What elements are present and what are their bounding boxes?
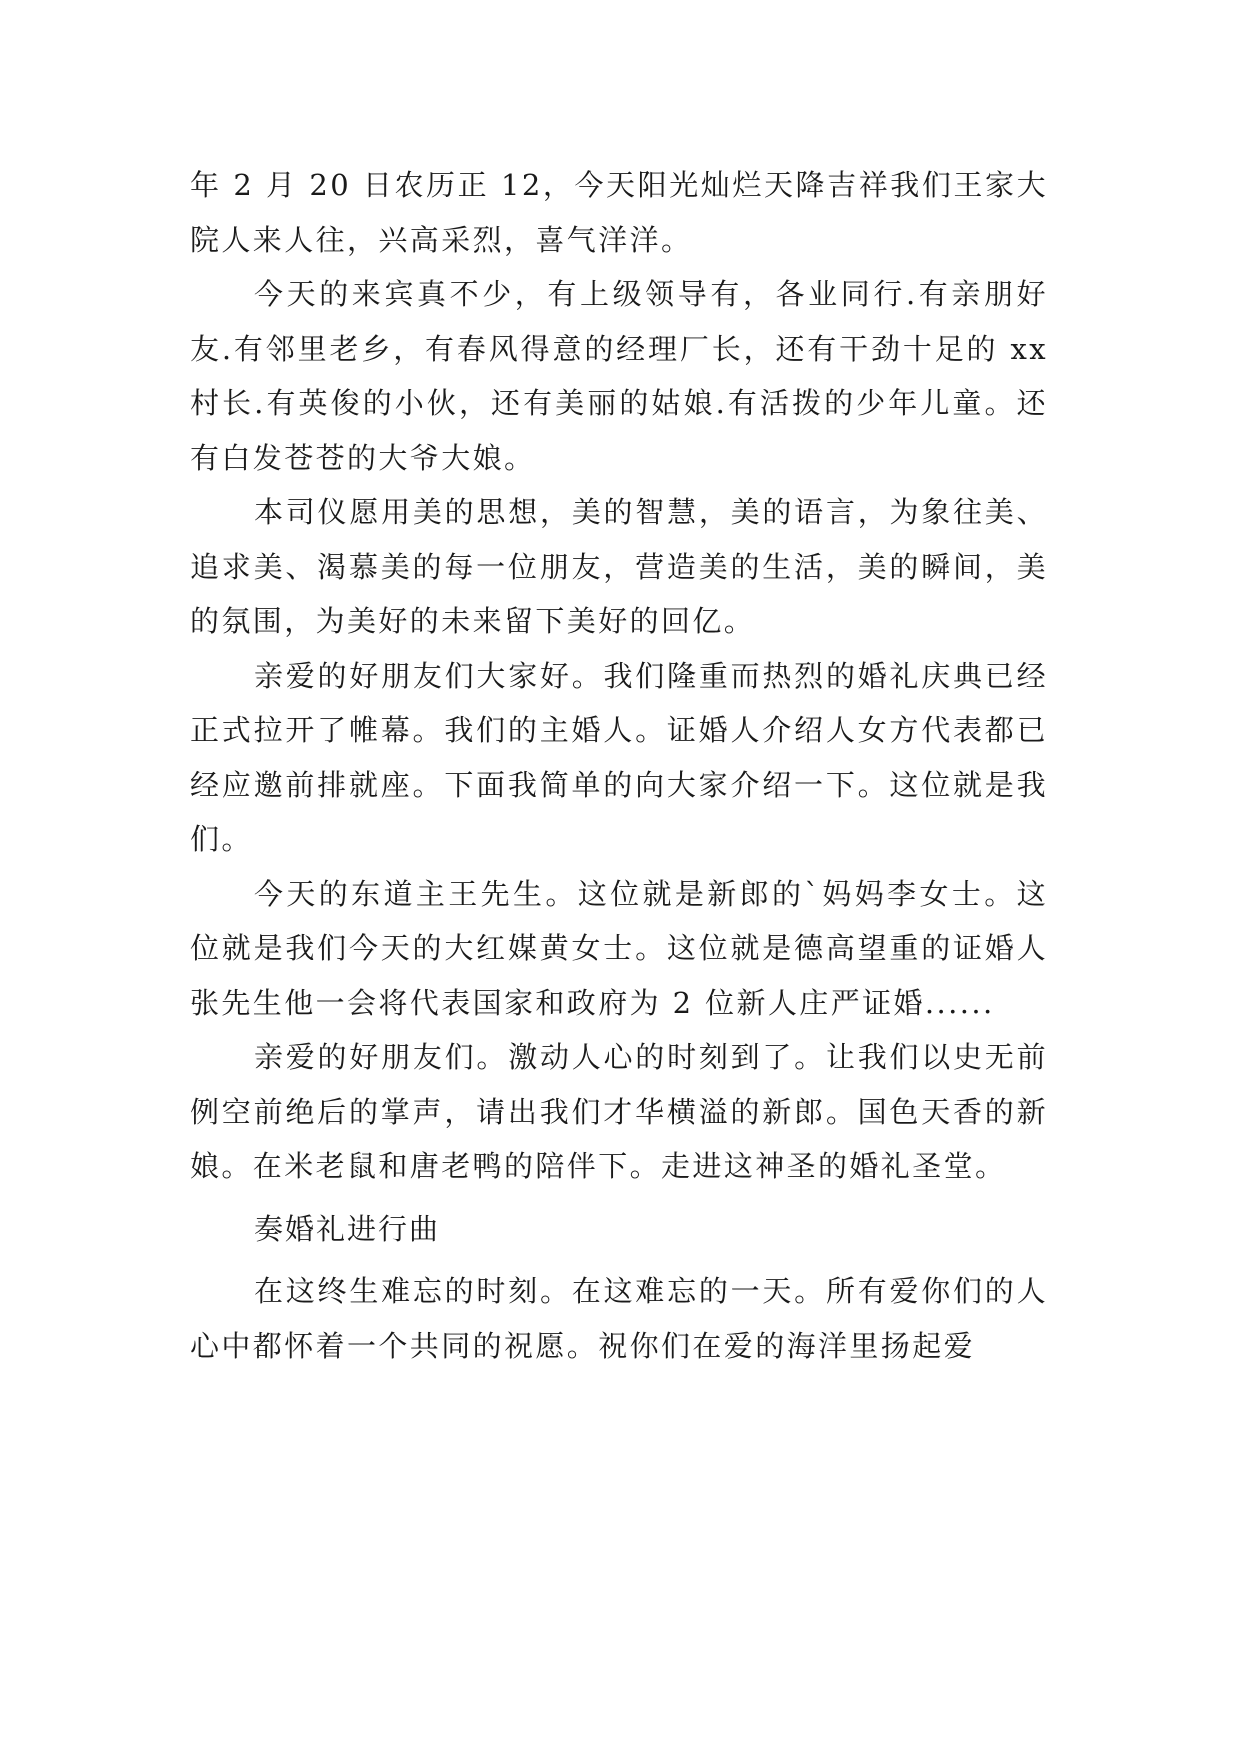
paragraph-opening: 年 2 月 20 日农历正 12，今天阳光灿烂天降吉祥我们王家大院人来人往，兴高采烈，喜气洋洋。 (190, 168, 1048, 257)
section-heading-wedding-march: 奏婚礼进行曲 (254, 1211, 441, 1246)
paragraph-blessing: 在这终生难忘的时刻。在这难忘的一天。所有爱你们的人心中都怀着一个共同的祝愿。祝你们在爱的海洋里扬起爱 (190, 1274, 1048, 1363)
paragraph-ceremony-open: 亲爱的好朋友们大家好。我们隆重而热烈的婚礼庆典已经正式拉开了帷幕。我们的主婚人。证婚人介绍人女方代表都已经应邀前排就座。下面我简单的向大家介绍一下。这位就是我们。 (190, 658, 1048, 856)
paragraph-guests: 今天的来宾真不少，有上级领导有，各业同行.有亲朋好友.有邻里老乡，有春风得意的经理厂长，还有干劲十足的 xx 村长.有英俊的小伙，还有美丽的姑娘.有活拨的少年儿童。还有白发苍苍的大爷大娘。 (190, 277, 1048, 475)
document-body (190, 158, 1048, 1373)
paragraph-introductions: 今天的东道主王先生。这位就是新郎的`妈妈李女士。这位就是我们今天的大红媒黄女士。这位就是德高望重的证婚人张先生他一会将代表国家和政府为 2 位新人庄严证婚...... (190, 876, 1048, 1020)
paragraph-host-wish: 本司仪愿用美的思想，美的智慧，美的语言，为象往美、追求美、渴慕美的每一位朋友，营造美的生活，美的瞬间，美的氛围，为美好的未来留下美好的回亿。 (190, 495, 1048, 638)
paragraph-couple-entrance: 亲爱的好朋友们。激动人心的时刻到了。让我们以史无前例空前绝后的掌声，请出我们才华横溢的新郎。国色天香的新娘。在米老鼠和唐老鸭的陪伴下。走进这神圣的婚礼圣堂。 (190, 1040, 1048, 1183)
